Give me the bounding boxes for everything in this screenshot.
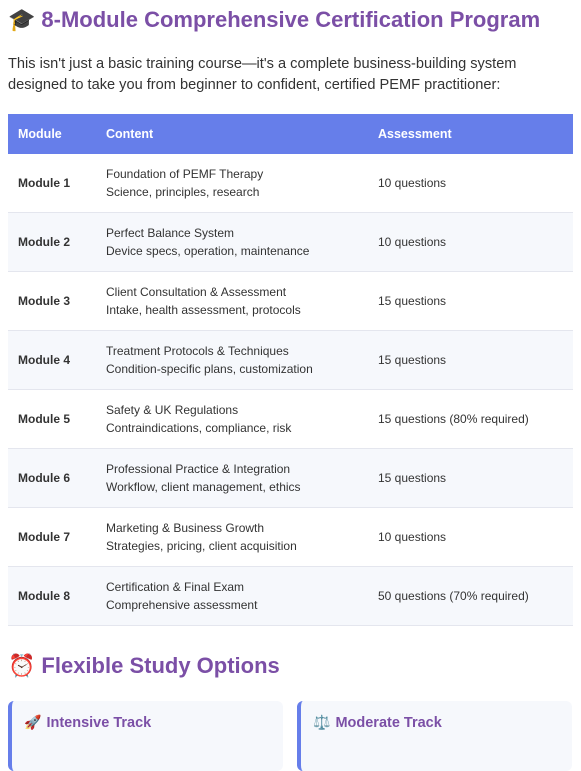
- module-content: [96, 449, 368, 508]
- content-title: Perfect Balance System: [106, 226, 235, 240]
- module-name: Module 1: [8, 154, 96, 213]
- module-assessment: 15 questions (80% required): [368, 390, 573, 449]
- content-detail: Strategies, pricing, client acquisition: [106, 539, 297, 553]
- header-module: Module: [8, 114, 96, 154]
- table-row: [8, 390, 573, 449]
- module-name: Module 4: [8, 331, 96, 390]
- module-content: [96, 154, 368, 213]
- program-intro: This isn't just a basic training course—it's a complete business-building system designed to take you from beginner to confident, certified PEMF practitioner:: [8, 56, 517, 93]
- module-name: Module 8: [8, 567, 96, 626]
- content-title: Treatment Protocols & Techniques: [106, 344, 289, 358]
- content-title: Marketing & Business Growth: [106, 521, 265, 535]
- content-title: Professional Practice & Integration: [106, 462, 291, 476]
- header-content: Content: [96, 114, 368, 154]
- module-assessment: 15 questions: [368, 331, 573, 390]
- scales-icon: ⚖️: [313, 715, 331, 731]
- content-detail: Condition-specific plans, customization: [106, 362, 313, 376]
- study-tracks: [8, 701, 573, 771]
- module-name: Module 5: [8, 390, 96, 449]
- content-title: Safety & UK Regulations: [106, 403, 239, 417]
- module-content: [96, 331, 368, 390]
- module-content: [96, 272, 368, 331]
- content-detail: Intake, health assessment, protocols: [106, 303, 301, 317]
- track-title-text: Intensive Track: [46, 715, 152, 731]
- module-content: [96, 213, 368, 272]
- content-detail: Device specs, operation, maintenance: [106, 244, 310, 258]
- content-detail: Science, principles, research: [106, 185, 260, 199]
- program-title: [8, 0, 573, 34]
- content-title: Foundation of PEMF Therapy: [106, 167, 264, 181]
- alarm-clock-icon: ⏰: [8, 653, 36, 679]
- table-header-row: [8, 114, 573, 154]
- module-assessment: 10 questions: [368, 154, 573, 213]
- content-detail: Comprehensive assessment: [106, 598, 258, 612]
- content-detail: Contraindications, compliance, risk: [106, 421, 292, 435]
- module-assessment: 10 questions: [368, 508, 573, 567]
- module-name: Module 6: [8, 449, 96, 508]
- table-row: [8, 213, 573, 272]
- program-title-text: 8-Module Comprehensive Certification Program: [41, 7, 541, 32]
- track-title: [24, 715, 283, 731]
- study-options-title: [8, 653, 573, 679]
- module-name: Module 3: [8, 272, 96, 331]
- table-row: [8, 567, 573, 626]
- table-row: [8, 331, 573, 390]
- content-title: Client Consultation & Assessment: [106, 285, 287, 299]
- module-assessment: 15 questions: [368, 272, 573, 331]
- module-content: [96, 508, 368, 567]
- modules-table: [8, 114, 573, 626]
- module-assessment: 50 questions (70% required): [368, 567, 573, 626]
- content-detail: Workflow, client management, ethics: [106, 480, 301, 494]
- header-assessment: Assessment: [368, 114, 573, 154]
- study-options-title-text: Flexible Study Options: [41, 653, 280, 678]
- track-card-moderate: [297, 701, 572, 771]
- module-assessment: 10 questions: [368, 213, 573, 272]
- module-name: Module 7: [8, 508, 96, 567]
- table-row: [8, 449, 573, 508]
- graduation-cap-icon: 🎓: [8, 7, 36, 33]
- module-content: [96, 390, 368, 449]
- table-row: [8, 272, 573, 331]
- rocket-icon: 🚀: [24, 715, 42, 731]
- module-content: [96, 567, 368, 626]
- module-assessment: 15 questions: [368, 449, 573, 508]
- content-title: Certification & Final Exam: [106, 580, 245, 594]
- table-row: [8, 154, 573, 213]
- track-title-text: Moderate Track: [335, 715, 442, 731]
- track-card-intensive: [8, 701, 283, 771]
- table-row: [8, 508, 573, 567]
- module-name: Module 2: [8, 213, 96, 272]
- track-title: [313, 715, 572, 731]
